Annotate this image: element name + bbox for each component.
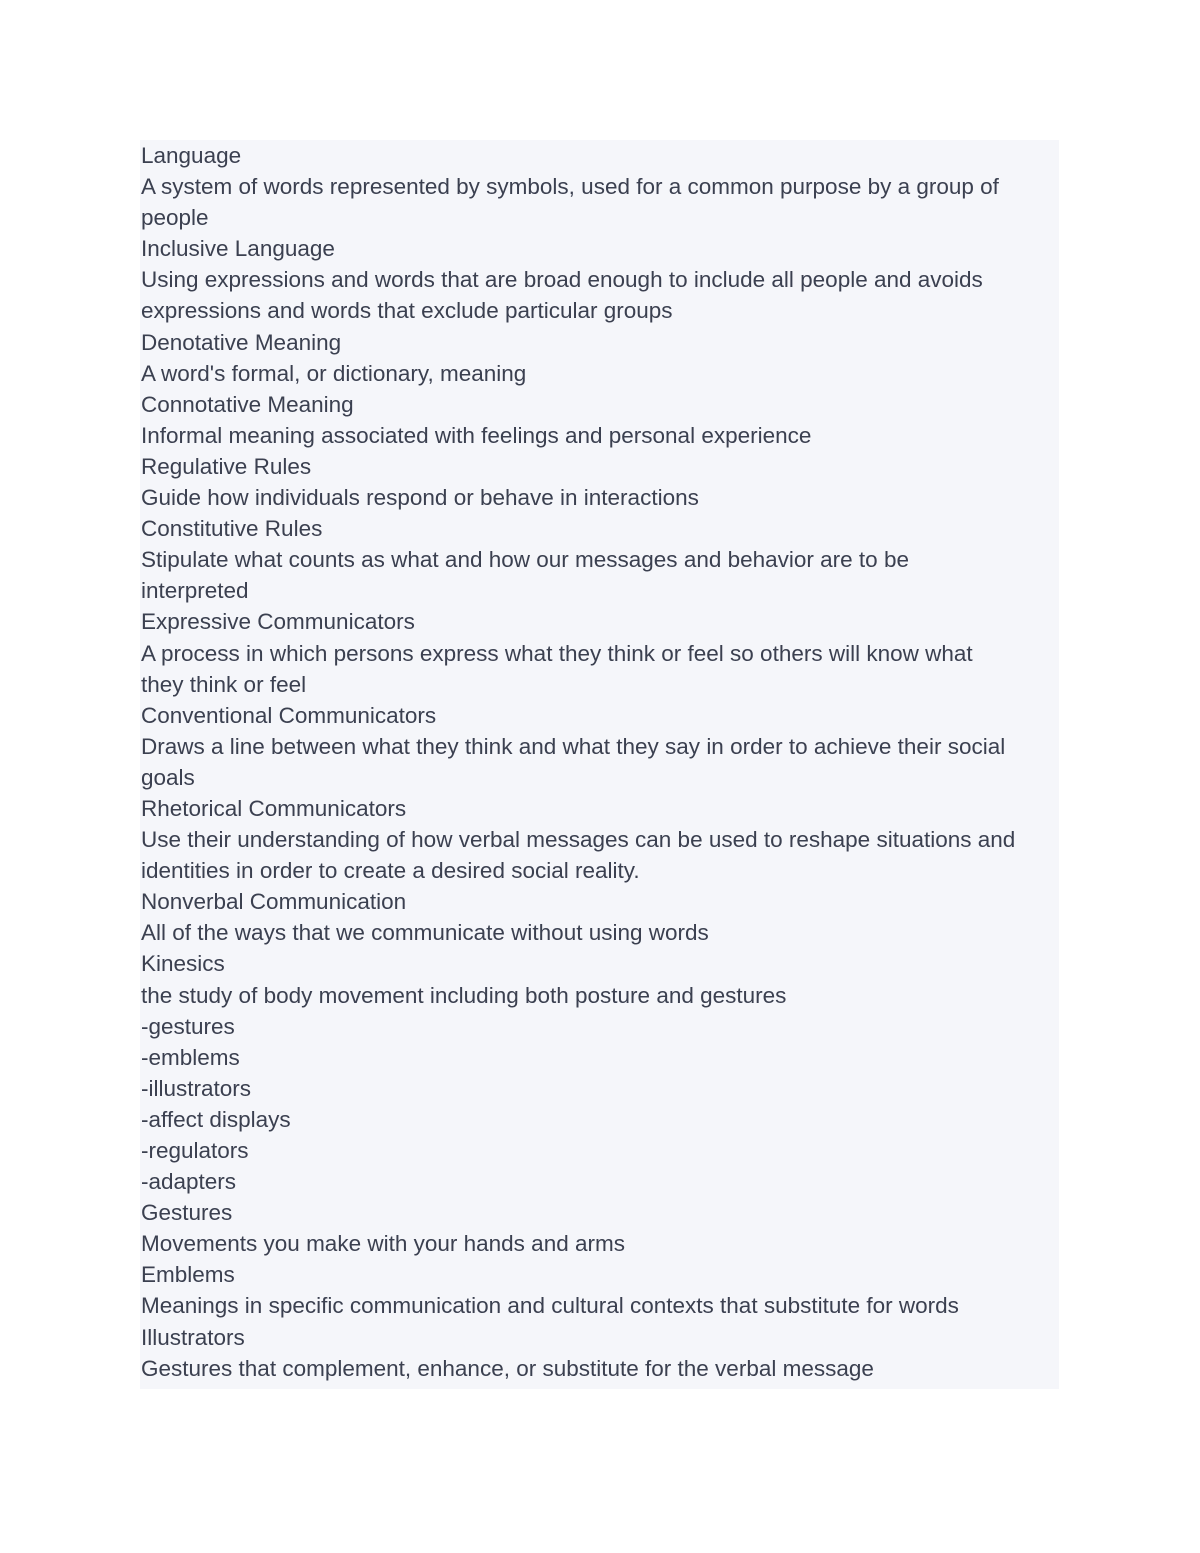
definition-conventional-communicators-line-2: goals: [141, 764, 195, 790]
kinesics-list-item-adapters: -adapters: [141, 1169, 237, 1195]
kinesics-list-item-illustrators: -illustrators: [141, 1075, 252, 1101]
definition-denotative-meaning: A word's formal, or dictionary, meaning: [141, 360, 527, 386]
definition-kinesics: the study of body movement including both posture and gestures: [141, 982, 787, 1008]
term-denotative-meaning: Denotative Meaning: [141, 329, 342, 355]
text-lines: [141, 140, 1059, 1384]
term-constitutive-rules: Constitutive Rules: [141, 516, 323, 542]
term-illustrators: Illustrators: [141, 1324, 245, 1350]
definition-inclusive-language-line-1: Using expressions and words that are broad enough to include all people and avoids: [141, 267, 983, 293]
kinesics-list-item-gestures: -gestures: [141, 1013, 235, 1039]
definition-constitutive-rules-line-2: interpreted: [141, 578, 249, 604]
term-rhetorical-communicators: Rhetorical Communicators: [141, 795, 407, 821]
definition-emblems: Meanings in specific communication and cultural contexts that substitute for words: [141, 1293, 959, 1319]
definition-expressive-communicators-line-2: they think or feel: [141, 671, 307, 697]
definition-nonverbal-communication: All of the ways that we communicate without using words: [141, 920, 709, 946]
definition-expressive-communicators-line-1: A process in which persons express what they think or feel so others will know what: [141, 640, 973, 666]
definition-language-line-2: people: [141, 205, 209, 231]
definition-inclusive-language-line-2: expressions and words that exclude particular groups: [141, 298, 673, 324]
kinesics-list-item-emblems: -emblems: [141, 1044, 240, 1070]
definition-gestures: Movements you make with your hands and arms: [141, 1231, 625, 1257]
definition-illustrators: Gestures that complement, enhance, or substitute for the verbal message: [141, 1355, 874, 1381]
term-regulative-rules: Regulative Rules: [141, 453, 312, 479]
definition-connotative-meaning: Informal meaning associated with feelings and personal experience: [141, 422, 812, 448]
definition-language-line-1: A system of words represented by symbols, used for a common purpose by a group of: [141, 174, 999, 200]
definition-rhetorical-communicators-line-1: Use their understanding of how verbal messages can be used to reshape situations and: [141, 827, 1016, 853]
term-conventional-communicators: Conventional Communicators: [141, 702, 437, 728]
term-nonverbal-communication: Nonverbal Communication: [141, 889, 407, 915]
term-connotative-meaning: Connotative Meaning: [141, 391, 354, 417]
term-kinesics: Kinesics: [141, 951, 225, 977]
term-gestures: Gestures: [141, 1200, 233, 1226]
definition-conventional-communicators-line-1: Draws a line between what they think and what they say in order to achieve their social: [141, 733, 1006, 759]
text-block: [140, 140, 1059, 1389]
term-expressive-communicators: Expressive Communicators: [141, 609, 415, 635]
kinesics-list-item-affect-displays: -affect displays: [141, 1106, 291, 1132]
definition-constitutive-rules-line-1: Stipulate what counts as what and how our messages and behavior are to be: [141, 547, 909, 573]
definition-regulative-rules: Guide how individuals respond or behave in interactions: [141, 485, 699, 511]
term-language: Language: [141, 143, 242, 168]
definition-rhetorical-communicators-line-2: identities in order to create a desired social reality.: [141, 858, 640, 884]
kinesics-list-item-regulators: -regulators: [141, 1138, 249, 1163]
term-emblems: Emblems: [141, 1262, 235, 1288]
term-inclusive-language: Inclusive Language: [141, 236, 335, 262]
